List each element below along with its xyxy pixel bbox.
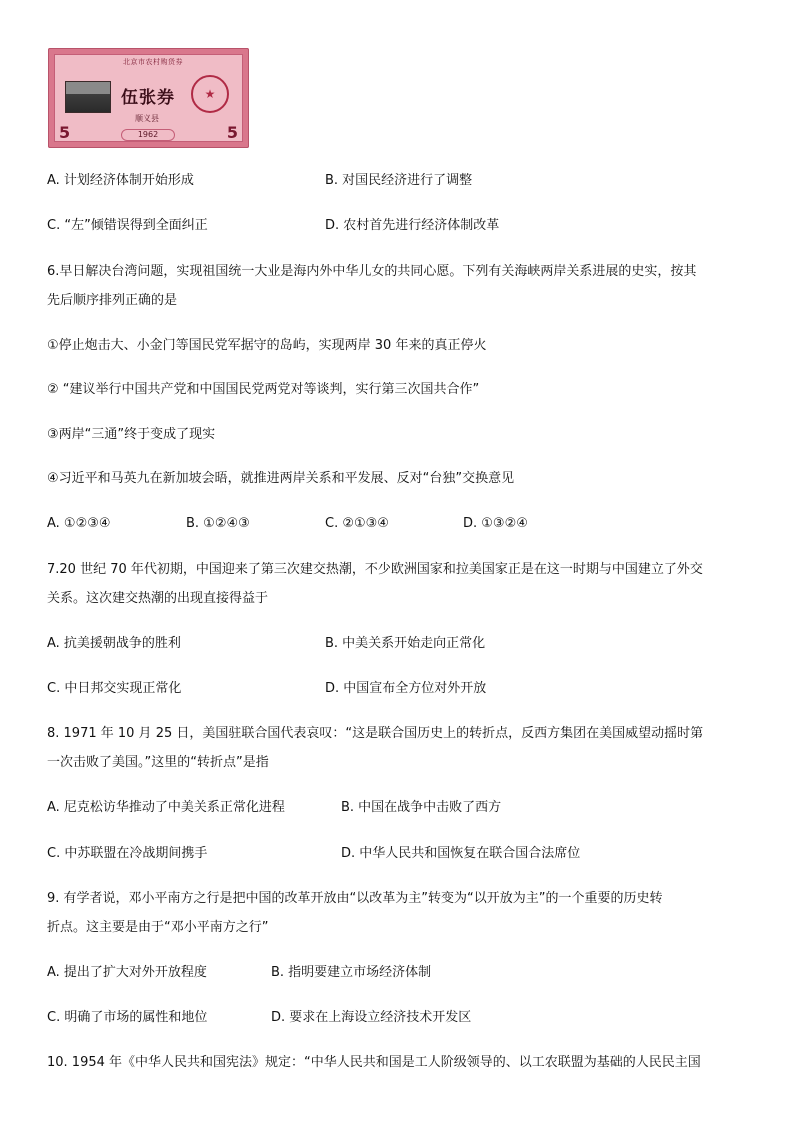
- rural-purchase-coupon-image: [48, 48, 249, 148]
- q7-option-b[interactable]: B. 中美关系开始走向正常化: [325, 636, 486, 651]
- coupon-denomination-left: 5: [59, 123, 71, 142]
- q6-stem-line1: 6.早日解决台湾问题，实现祖国统一大业是海内外中华儿女的共同心愿。下列有关海峡两岸关系进展的史实，按其: [47, 264, 697, 279]
- q8-option-a[interactable]: A. 尼克松访华推动了中美关系正常化进程: [47, 800, 285, 815]
- q7-stem-line1: 7.20 世纪 70 年代初期，中国迎来了第三次建交热潮，不少欧洲国家和拉美国家正是在这一时期与中国建立了外交: [47, 562, 703, 577]
- q5-option-d[interactable]: D. 农村首先进行经济体制改革: [325, 218, 500, 233]
- q6-option-a[interactable]: A. ①②③④: [47, 516, 111, 531]
- q6-item-3: ③两岸“三通”终于变成了现实: [47, 427, 216, 442]
- q8-stem-line1: 8. 1971 年 10 月 25 日，美国驻联合国代表哀叹：“这是联合国历史上的转折点，反西方集团在美国威望动摇时第: [47, 726, 704, 741]
- coupon-top-text: 北京市农村购货券: [123, 58, 183, 66]
- q8-stem-line2: 一次击败了美国。”这里的“转折点”是指: [47, 755, 269, 770]
- q9-option-a[interactable]: A. 提出了扩大对外开放程度: [47, 965, 207, 980]
- q5-option-c[interactable]: C. “左”倾错误得到全面纠正: [47, 218, 208, 233]
- tractor-photo-icon: [65, 81, 111, 113]
- q5-option-a[interactable]: A. 计划经济体制开始形成: [47, 173, 194, 188]
- q9-stem-line2: 折点。这主要是由于“邓小平南方之行”: [47, 920, 269, 935]
- q9-option-d[interactable]: D. 要求在上海设立经济技术开发区: [271, 1010, 472, 1025]
- q6-option-c[interactable]: C. ②①③④: [325, 516, 389, 531]
- q8-option-b[interactable]: B. 中国在战争中击败了西方: [341, 800, 502, 815]
- q8-option-d[interactable]: D. 中华人民共和国恢复在联合国合法席位: [341, 846, 581, 861]
- q6-item-2: ② “建议举行中国共产党和中国国民党两党对等谈判，实行第三次国共合作”: [47, 382, 480, 397]
- q8-option-c[interactable]: C. 中苏联盟在冷战期间携手: [47, 846, 208, 861]
- coupon-year-text: 1962: [121, 129, 175, 141]
- q6-option-d[interactable]: D. ①③②④: [463, 516, 528, 531]
- q5-option-b[interactable]: B. 对国民经济进行了调整: [325, 173, 473, 188]
- q9-option-c[interactable]: C. 明确了市场的属性和地位: [47, 1010, 208, 1025]
- q6-item-1: ①停止炮击大、小金门等国民党军据守的岛屿，实现两岸 30 年来的真正停火: [47, 338, 487, 353]
- coupon-county-text: 顺义县: [135, 114, 159, 123]
- q9-stem-line1: 9. 有学者说，邓小平南方之行是把中国的改革开放由“以改革为主”转变为“以开放为主”的一个重要的历史转: [47, 891, 663, 906]
- q7-stem-line2: 关系。这次建交热潮的出现直接得益于: [47, 591, 269, 606]
- coupon-inner-frame: [54, 54, 243, 142]
- red-seal-icon: ★: [191, 75, 229, 113]
- coupon-denomination-right: 5: [226, 123, 238, 142]
- q7-option-d[interactable]: D. 中国宣布全方位对外开放: [325, 681, 487, 696]
- coupon-main-text: 伍张券: [121, 88, 175, 108]
- q7-option-a[interactable]: A. 抗美援朝战争的胜利: [47, 636, 181, 651]
- q9-option-b[interactable]: B. 指明要建立市场经济体制: [271, 965, 432, 980]
- q7-option-c[interactable]: C. 中日邦交实现正常化: [47, 681, 182, 696]
- q6-item-4: ④习近平和马英九在新加坡会晤，就推进两岸关系和平发展、反对“台独”交换意见: [47, 471, 515, 486]
- q6-option-b[interactable]: B. ①②④③: [186, 516, 250, 531]
- q6-stem-line2: 先后顺序排列正确的是: [47, 293, 178, 308]
- q10-stem-line1: 10. 1954 年《中华人民共和国宪法》规定：“中华人民共和国是工人阶级领导的、以工农联盟为基础的人民民主国: [47, 1055, 701, 1070]
